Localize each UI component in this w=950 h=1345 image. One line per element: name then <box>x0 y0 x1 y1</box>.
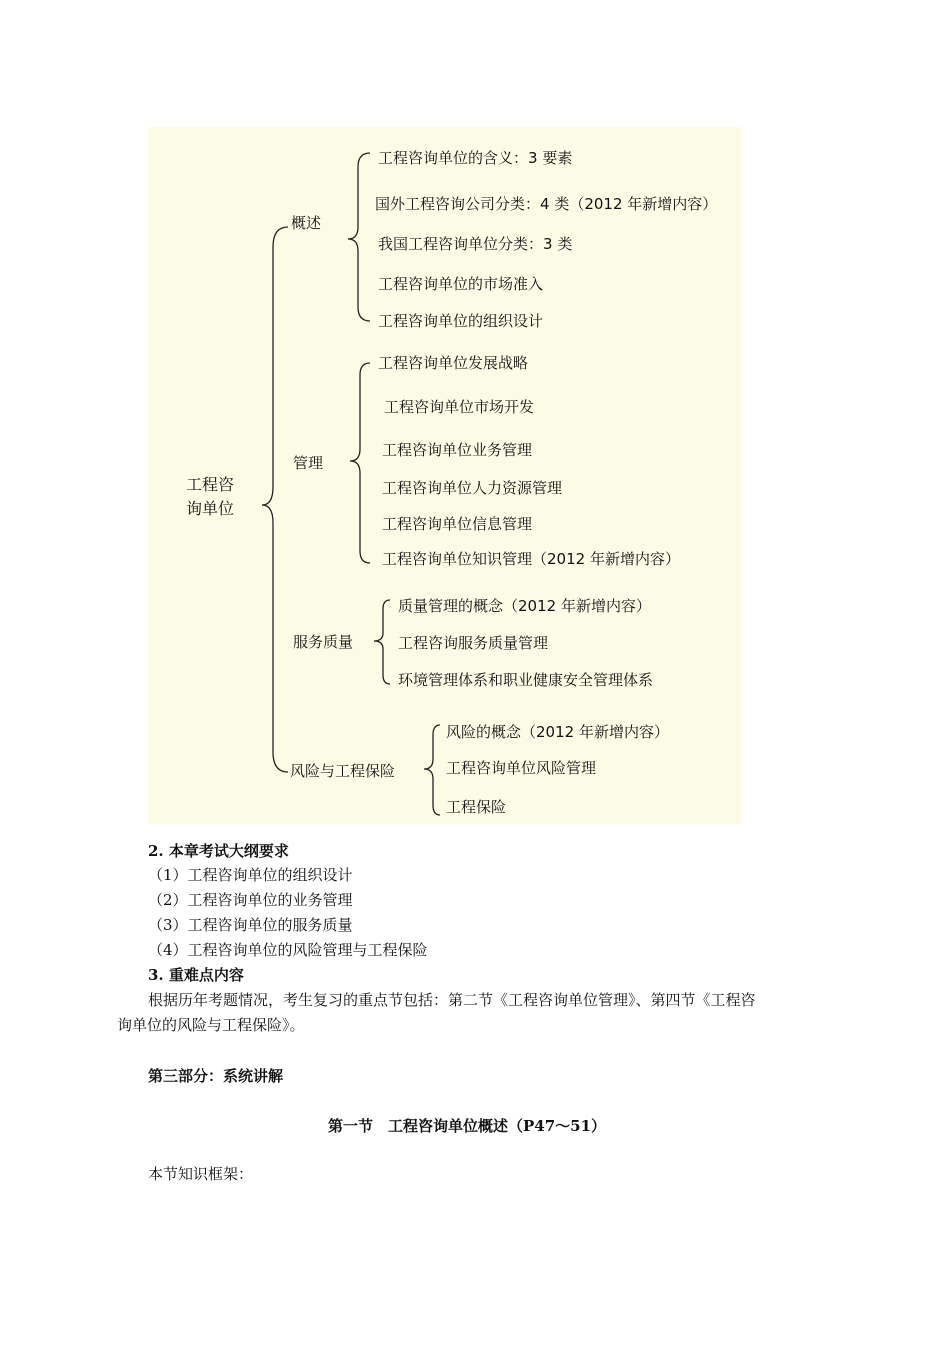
overview-item: 工程咨询单位的组织设计 <box>378 312 544 330</box>
risk-item: 风险的概念（2012 年新增内容） <box>446 723 669 741</box>
branch-label-overview: 概述 <box>291 214 322 232</box>
management-item: 工程咨询单位人力资源管理 <box>382 479 563 497</box>
key-points-heading: 3. 重难点内容 <box>148 966 244 984</box>
outline-item: （1）工程咨询单位的组织设计 <box>148 866 353 884</box>
root-brace <box>262 227 288 772</box>
quality-item: 质量管理的概念（2012 年新增内容） <box>398 597 651 615</box>
brace-quality <box>374 600 390 684</box>
overview-item: 工程咨询单位的含义：3 要素 <box>378 149 573 167</box>
outline-item: （3）工程咨询单位的服务质量 <box>148 916 353 934</box>
risk-item: 工程咨询单位风险管理 <box>446 759 597 777</box>
mindmap-root: 工程咨询单位 <box>186 475 235 518</box>
overview-item: 工程咨询单位的市场准入 <box>378 275 544 293</box>
branch-label-quality: 服务质量 <box>293 633 354 651</box>
outline-item: （2）工程咨询单位的业务管理 <box>148 891 353 909</box>
management-item: 工程咨询单位业务管理 <box>382 441 533 459</box>
quality-item: 环境管理体系和职业健康安全管理体系 <box>398 671 654 689</box>
brace-overview <box>348 153 370 321</box>
key-points-text-line2: 询单位的风险与工程保险》。 <box>117 1016 305 1034</box>
branch-label-management: 管理 <box>293 454 324 472</box>
risk-item: 工程保险 <box>446 798 507 816</box>
brace-risk <box>424 725 440 815</box>
brace-management <box>350 363 370 563</box>
key-points-text-line1: 根据历年考题情况，考生复习的重点节包括：第二节《工程咨询单位管理》、第四节《工程咨 <box>148 991 756 1009</box>
outline-heading: 2. 本章考试大纲要求 <box>148 842 289 860</box>
quality-item: 工程咨询服务质量管理 <box>398 634 549 652</box>
management-item: 工程咨询单位市场开发 <box>384 398 535 416</box>
overview-item: 国外工程咨询公司分类：4 类（2012 年新增内容） <box>375 195 718 213</box>
knowledge-mindmap <box>148 127 741 824</box>
outline-item: （4）工程咨询单位的风险管理与工程保险 <box>148 941 428 959</box>
overview-item: 我国工程咨询单位分类：3 类 <box>378 235 573 253</box>
management-item: 工程咨询单位信息管理 <box>382 515 533 533</box>
management-item: 工程咨询单位知识管理（2012 年新增内容） <box>382 550 680 568</box>
management-item: 工程咨询单位发展战略 <box>378 354 529 372</box>
section-title: 第一节 工程咨询单位概述（P47～51） <box>328 1117 607 1135</box>
part3-heading: 第三部分：系统讲解 <box>148 1067 284 1085</box>
framework-label: 本节知识框架： <box>148 1165 254 1183</box>
branch-label-risk: 风险与工程保险 <box>290 762 396 780</box>
